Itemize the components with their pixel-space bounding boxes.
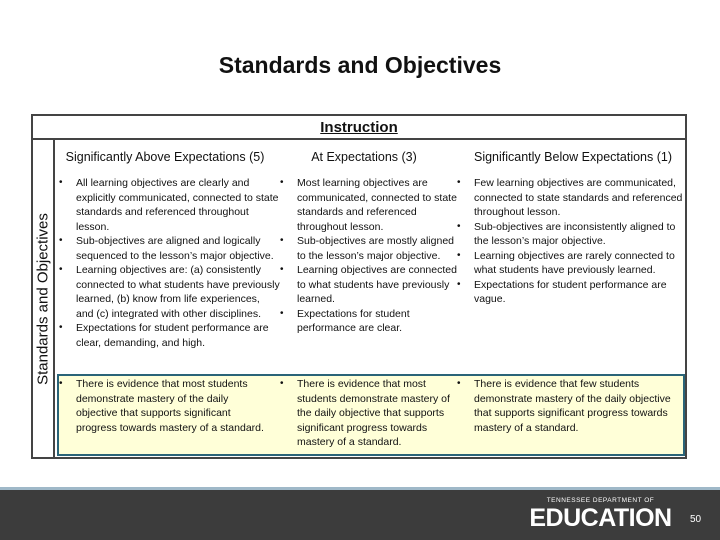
slide-title: Standards and Objectives: [218, 52, 502, 78]
list-item: • Expectations for student performance are clear, demanding, and high.: [58, 321, 280, 350]
side-label-cell: [33, 140, 55, 457]
at-cell-top: [279, 176, 459, 336]
instruction-header: Instruction: [33, 116, 685, 140]
logo-subtitle: TENNESSEE DEPARTMENT OF: [546, 497, 655, 504]
list-item: • Learning objectives are rarely connected to what students have previously learned.: [456, 249, 686, 278]
column-header-above: Significantly Above Expectations (5): [65, 150, 265, 164]
page-number: 50: [690, 514, 702, 525]
column-header-below: Significantly Below Expectations (1): [473, 150, 672, 164]
list-item: • There is evidence that most students demonstrate mastery of the daily objective that supports significant progress towards mastery of a standard.: [279, 377, 459, 450]
list-item: • Sub-objectives are inconsistently aligned to the lesson’s major objective.: [456, 220, 686, 249]
logo-wordmark: EDUCATION: [529, 504, 672, 532]
list-item: • Sub-objectives are mostly aligned to the lesson’s major objective.: [279, 234, 459, 263]
below-cell-top: [456, 176, 686, 307]
list-item: • Expectations for student performance are vague.: [456, 278, 686, 307]
side-label: Standards and Objectives: [34, 212, 52, 385]
rubric-table: [31, 114, 687, 459]
list-item: • Sub-objectives are aligned and logically sequenced to the lesson’s major objective.: [58, 234, 280, 263]
below-cell-bottom: [456, 377, 683, 435]
list-item: • There is evidence that few students demonstrate mastery of the daily objective that supports significant progress towards mastery of a standard.: [456, 377, 683, 435]
list-item: • Most learning objectives are communicated, connected to state standards and referenced throughout lesson.: [279, 176, 459, 234]
list-item: • There is evidence that most students demonstrate mastery of the daily objective that supports significant progress towards mastery of a standard.: [58, 377, 268, 435]
at-cell-bottom: [279, 377, 459, 450]
list-item: • Learning objectives are connected to what students have previously learned.: [279, 263, 459, 307]
above-cell-top: [58, 176, 280, 350]
list-item: • Learning objectives are: (a) consistently connected to what students have previously learned, (b) know from life experiences, and (c) integrated with other disciplines.: [58, 263, 280, 321]
list-item: • All learning objectives are clearly and explicitly communicated, connected to state standards and referenced throughout lesson.: [58, 176, 280, 234]
column-header-at: At Expectations (3): [311, 150, 417, 164]
list-item: • Few learning objectives are communicated, connected to state standards and referenced throughout lesson.: [456, 176, 686, 220]
education-logo: [518, 497, 683, 537]
list-item: • Expectations for student performance are clear.: [279, 307, 459, 336]
above-cell-bottom: [58, 377, 268, 435]
